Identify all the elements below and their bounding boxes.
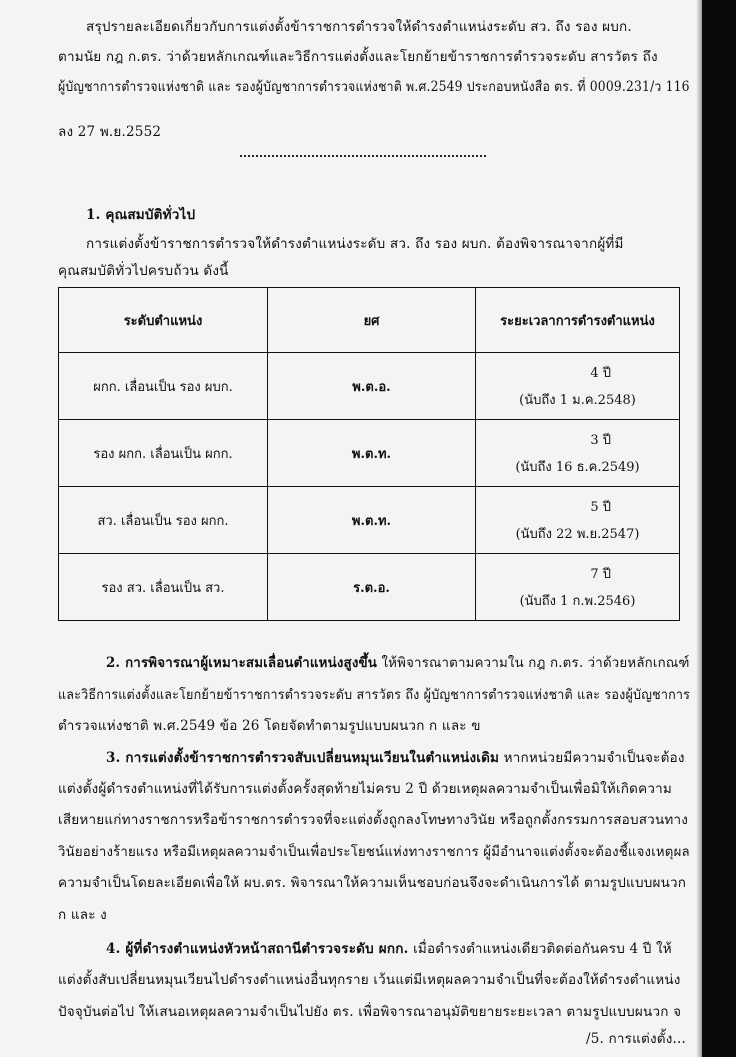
section-3-heading: 3. การแต่งตั้งข้าราชการตำรวจสับเปลี่ยนหมุนเวียนในตำแหน่งเดิม — [106, 750, 500, 766]
header-level: ระดับตำแหน่ง — [59, 288, 268, 353]
header-line-1: สรุปรายละเอียดเกี่ยวกับการแต่งตั้งข้าราชการตำรวจให้ดำรงตำแหน่งระดับ สว. ถึง รอง ผบก. — [86, 19, 632, 35]
cell-duration — [476, 554, 680, 621]
header-line-3: ผู้บัญชาการตำรวจแห่งชาติ และ รองผู้บัญชาการตำรวจแห่งชาติ พ.ศ.2549 ประกอบหนังสือ ตร. ที่ 0009.231/ว 116 — [58, 79, 690, 95]
section-3-line-2: แต่งตั้งผู้ดำรงตำแหน่งที่ได้รับการแต่งตั้งครั้งสุดท้ายไม่ครบ 2 ปี ด้วยเหตุผลความจำเป็นเพื่อมิให้เกิดความ — [58, 781, 673, 797]
cell-rank: พ.ต.ท. — [268, 420, 476, 487]
duration-count-to: (นับถึง 16 ธ.ค.2549) — [515, 460, 640, 475]
duration-years: 4 ปี — [590, 366, 611, 381]
table-header-row — [59, 288, 680, 353]
table-row — [59, 420, 680, 487]
qualification-table — [58, 287, 680, 621]
table-row — [59, 487, 680, 554]
table-row — [59, 554, 680, 621]
section-3-line-4: วินัยอย่างร้ายแรง หรือมีเหตุผลความจำเป็นเพื่อประโยชน์แห่งทางราชการ ผู้มีอำนาจแต่งตั้งจะต้องชี้แจงเหตุผล — [58, 844, 690, 860]
cell-duration — [476, 420, 680, 487]
continued-marker: /5. การแต่งตั้ง... — [586, 1031, 687, 1047]
section-3-line-6: ก และ ง — [58, 907, 107, 923]
cell-duration — [476, 353, 680, 420]
section-3-text: หากหน่วยมีความจำเป็นจะต้อง — [503, 750, 685, 766]
section-1-line-1: การแต่งตั้งข้าราชการตำรวจให้ดำรงตำแหน่งระดับ สว. ถึง รอง ผบก. ต้องพิจารณาจากผู้ที่มี — [86, 236, 624, 252]
header-line-2: ตามนัย กฎ ก.ตร. ว่าด้วยหลักเกณฑ์และวิธีการแต่งตั้งและโยกย้ายข้าราชการตำรวจระดับ สารวัตร ถึง — [58, 49, 658, 65]
section-4-line-3: ปัจจุบันต่อไป ให้เสนอเหตุผลความจำเป็นไปยัง ตร. เพื่อพิจารณาอนุมัติขยายระยะเวลา ตามรูปแบบผนวก จ — [58, 1004, 682, 1020]
cell-level: รอง ผกก. เลื่อนเป็น ผกก. — [59, 420, 268, 487]
cell-level: สว. เลื่อนเป็น รอง ผกก. — [59, 487, 268, 554]
section-4-text: เมื่อดำรงตำแหน่งเดียวติดต่อกันครบ 4 ปี ให้ — [413, 941, 672, 957]
section-4-line-1 — [106, 940, 672, 958]
table-row — [59, 353, 680, 420]
section-2-line-3: ตำรวจแห่งชาติ พ.ศ.2549 ข้อ 26 โดยจัดทำตามรูปแบบผนวก ก และ ข — [58, 718, 481, 734]
section-1-heading: 1. คุณสมบัติทั่วไป — [86, 207, 196, 223]
section-2-line-1 — [106, 654, 690, 672]
section-4-heading: 4. ผู้ที่ดำรงตำแหน่งหัวหน้าสถานีตำรวจระดับ ผกก. — [106, 941, 409, 957]
cell-rank: พ.ต.อ. — [268, 353, 476, 420]
section-1-line-2: คุณสมบัติทั่วไปครบถ้วน ดังนี้ — [58, 263, 229, 279]
section-3-line-5: ความจำเป็นโดยละเอียดเพื่อให้ ผบ.ตร. พิจารณาให้ความเห็นชอบก่อนจึงจะดำเนินการได้ ตามรูปแบบผนวก — [58, 875, 687, 891]
duration-count-to: (นับถึง 22 พ.ย.2547) — [515, 527, 640, 542]
cell-level: ผกก. เลื่อนเป็น รอง ผบก. — [59, 353, 268, 420]
scan-edge-shadow — [696, 0, 702, 1057]
duration-years: 7 ปี — [590, 567, 611, 582]
cell-rank: พ.ต.ท. — [268, 487, 476, 554]
section-2-heading: 2. การพิจารณาผู้เหมาะสมเลื่อนตำแหน่งสูงขึ้น — [106, 655, 378, 671]
scan-dark-edge — [702, 0, 736, 1057]
header-date: ลง 27 พ.ย.2552 — [58, 124, 162, 140]
duration-years: 3 ปี — [590, 433, 611, 448]
duration-years: 5 ปี — [590, 500, 611, 515]
duration-count-to: (นับถึง 1 ก.พ.2546) — [519, 594, 636, 609]
duration-count-to: (นับถึง 1 ม.ค.2548) — [519, 393, 636, 408]
cell-level: รอง สว. เลื่อนเป็น สว. — [59, 554, 268, 621]
section-3-line-1 — [106, 749, 685, 767]
cell-rank: ร.ต.อ. — [268, 554, 476, 621]
header-rank: ยศ — [268, 288, 476, 353]
section-4-line-2: แต่งตั้งสับเปลี่ยนหมุนเวียนไปดำรงตำแหน่งอื่นทุกราย เว้นแต่มีเหตุผลความจำเป็นที่จะต้องให้ดำรงตำแหน่ง — [58, 972, 681, 988]
header-duration: ระยะเวลาการดำรงตำแหน่ง — [476, 288, 680, 353]
section-3-line-3: เสียหายแก่ทางราชการหรือข้าราชการตำรวจที่จะแต่งตั้งถูกลงโทษทางวินัย หรือถูกตั้งกรรมการสอบสวนทาง — [58, 812, 689, 828]
cell-duration — [476, 487, 680, 554]
section-2-text: ให้พิจารณาตามความใน กฎ ก.ตร. ว่าด้วยหลักเกณฑ์ — [381, 655, 690, 671]
dotted-separator — [240, 155, 486, 157]
section-2-line-2: และวิธีการแต่งตั้งและโยกย้ายข้าราชการตำรวจระดับ สารวัตร ถึง ผู้บัญชาการตำรวจแห่งชาติ และ รองผู้บัญชาการ — [58, 687, 691, 703]
